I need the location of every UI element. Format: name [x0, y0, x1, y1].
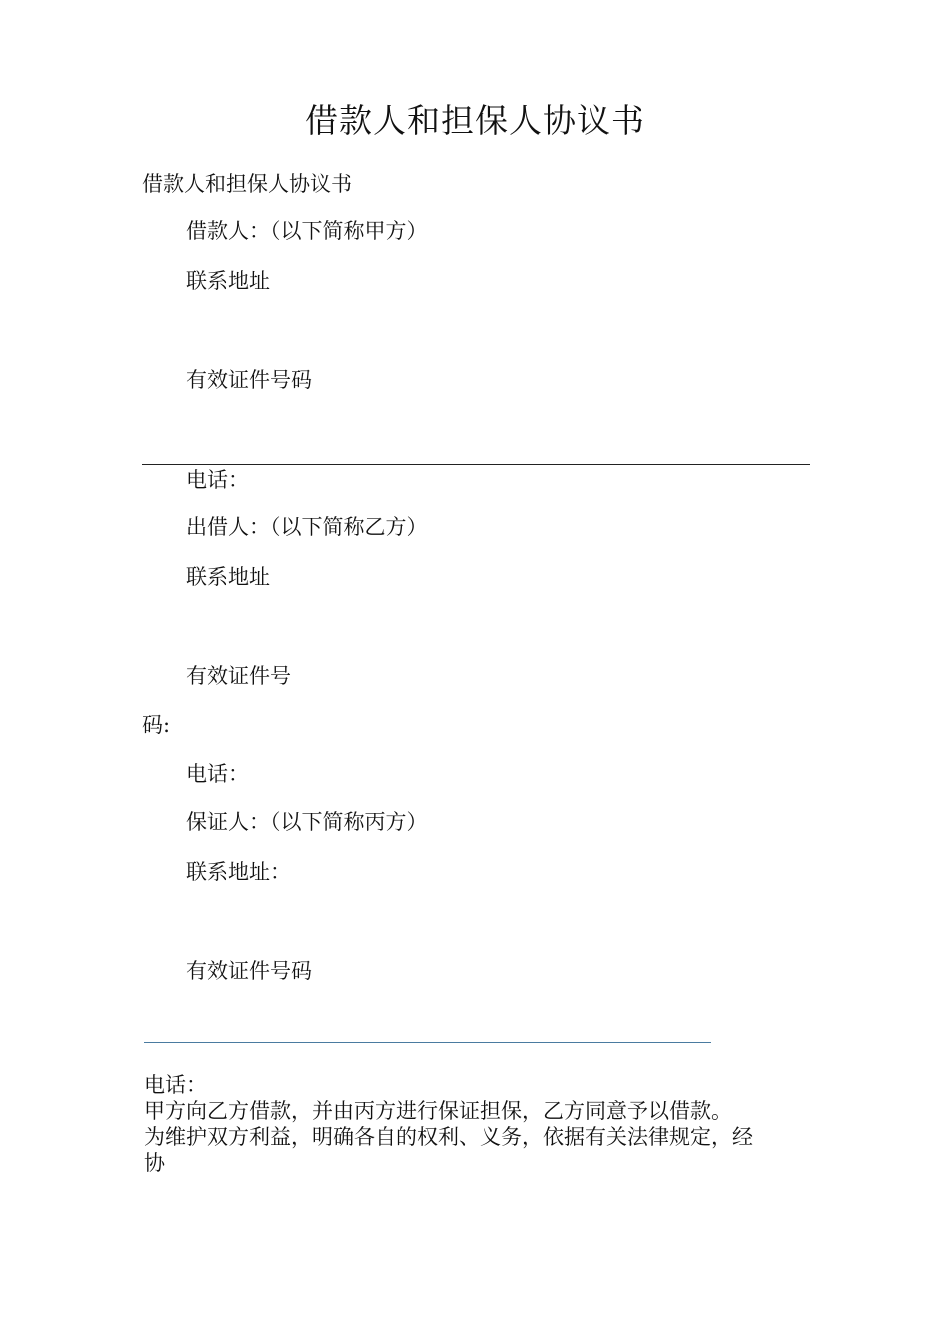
borrower-id-underline [142, 464, 810, 465]
guarantor-id-label: 有效证件号码 [186, 959, 312, 983]
lender-id-label: 有效证件号 [186, 664, 291, 688]
body-paragraph-line-1: 甲方向乙方借款，并由丙方进行保证担保，乙方同意予以借款。 [144, 1099, 732, 1123]
guarantor-address-label: 联系地址： [186, 860, 291, 884]
lender-address-label: 联系地址 [186, 565, 270, 589]
lender-role-line: 出借人：（以下简称乙方） [186, 515, 428, 539]
body-paragraph-line-3: 协 [144, 1151, 165, 1175]
lender-phone-label: 电话： [186, 762, 249, 786]
document-title: 借款人和担保人协议书 [305, 101, 645, 140]
document-subtitle: 借款人和担保人协议书 [142, 172, 352, 196]
guarantor-phone-label: 电话： [144, 1073, 207, 1097]
borrower-id-label: 有效证件号码 [186, 368, 312, 392]
borrower-address-label: 联系地址 [186, 269, 270, 293]
borrower-phone-label: 电话： [186, 468, 249, 492]
borrower-role-line: 借款人：（以下简称甲方） [186, 219, 428, 243]
body-paragraph-line-2: 为维护双方利益，明确各自的权利、义务，依据有关法律规定，经 [144, 1125, 753, 1149]
guarantor-id-underline [144, 1042, 711, 1043]
guarantor-role-line: 保证人：（以下简称丙方） [186, 810, 428, 834]
lender-id-label-continued: 码: [142, 713, 171, 737]
